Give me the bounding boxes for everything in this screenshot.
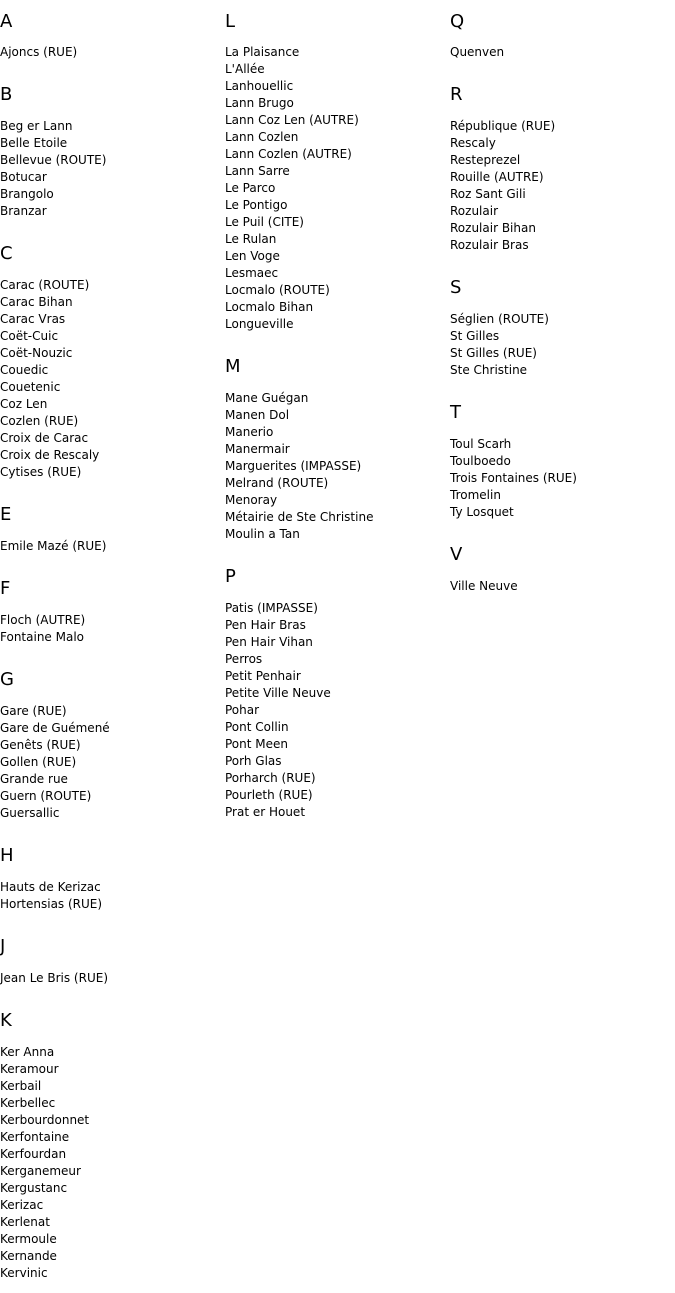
street-link[interactable]: Ajoncs (RUE) [0, 45, 78, 59]
street-link[interactable]: Locmalo Bihan [225, 300, 314, 314]
letter-heading: G [0, 669, 14, 690]
street-link[interactable]: Carac Bihan [0, 295, 73, 309]
street-link[interactable]: Séglien (ROUTE) [450, 312, 549, 326]
letter-heading: H [0, 845, 14, 866]
street-link[interactable]: Marguerites (IMPASSE) [225, 459, 362, 473]
street-link[interactable]: Kervinic [0, 1266, 48, 1280]
letter-heading: K [0, 1010, 12, 1031]
street-list [225, 44, 445, 333]
letter-group-c [0, 231, 220, 481]
street-link[interactable]: Guern (ROUTE) [0, 789, 92, 803]
letter-group-r [450, 72, 670, 254]
street-link[interactable]: Quenven [450, 45, 505, 59]
street-link[interactable]: Menoray [225, 493, 278, 507]
letter-group-j [0, 924, 220, 987]
street-link[interactable]: Rouille (AUTRE) [450, 170, 544, 184]
street-link[interactable]: Couetenic [0, 380, 61, 394]
street-list [225, 390, 445, 543]
street-link[interactable]: Métairie de Ste Christine [225, 510, 374, 524]
street-link[interactable]: Belle Etoile [0, 136, 68, 150]
street-link[interactable]: L'Allée [225, 62, 265, 76]
street-link[interactable]: Kerganemeur [0, 1164, 81, 1178]
street-link[interactable]: Bellevue (ROUTE) [0, 153, 107, 167]
street-link[interactable]: Porharch (RUE) [225, 771, 316, 785]
street-link[interactable]: Gare de Guémené [0, 721, 110, 735]
street-link[interactable]: Kerbellec [0, 1096, 56, 1110]
street-link[interactable]: Coz Len [0, 397, 48, 411]
letter-heading: S [450, 277, 462, 298]
street-link[interactable]: Petite Ville Neuve [225, 686, 331, 700]
letter-heading: Q [450, 11, 465, 32]
street-link[interactable]: Mane Guégan [225, 391, 309, 405]
street-link[interactable]: Lesmaec [225, 266, 279, 280]
street-link[interactable]: Cozlen (RUE) [0, 414, 79, 428]
street-link[interactable]: Kernande [0, 1249, 57, 1263]
street-list [0, 538, 220, 555]
street-link[interactable]: Botucar [0, 170, 47, 184]
letter-group-l [225, 0, 445, 333]
letter-heading: J [0, 936, 6, 957]
street-link[interactable]: Longueville [225, 317, 294, 331]
letter-heading: L [225, 11, 236, 32]
street-link[interactable]: Branzar [0, 204, 47, 218]
street-link[interactable]: Manermair [225, 442, 290, 456]
street-link[interactable]: La Plaisance [225, 45, 300, 59]
street-link[interactable]: Couedic [0, 363, 49, 377]
street-link[interactable]: Lann Sarre [225, 164, 290, 178]
street-link[interactable]: Patis (IMPASSE) [225, 601, 318, 615]
street-list [0, 703, 220, 822]
street-link[interactable]: Kerbail [0, 1079, 42, 1093]
street-link[interactable]: Coët-Nouzic [0, 346, 73, 360]
street-link[interactable]: Ville Neuve [450, 579, 518, 593]
street-column-1 [0, 0, 220, 1293]
street-link[interactable]: Melrand (ROUTE) [225, 476, 329, 490]
street-link[interactable]: Gollen (RUE) [0, 755, 77, 769]
street-link[interactable]: Kerfourdan [0, 1147, 67, 1161]
street-list [0, 1044, 220, 1282]
street-link[interactable]: Len Voge [225, 249, 280, 263]
letter-group-f [0, 566, 220, 646]
street-link[interactable]: Lanhouellic [225, 79, 294, 93]
street-link[interactable]: Pont Collin [225, 720, 289, 734]
street-link[interactable]: Cytises (RUE) [0, 465, 82, 479]
street-link[interactable]: Genêts (RUE) [0, 738, 81, 752]
street-link[interactable]: Gare (RUE) [0, 704, 67, 718]
letter-heading: P [225, 566, 236, 587]
street-link[interactable]: Prat er Houet [225, 805, 306, 819]
street-link[interactable]: Locmalo (ROUTE) [225, 283, 330, 297]
letter-group-b [0, 72, 220, 220]
street-link[interactable]: Moulin a Tan [225, 527, 300, 541]
street-list [450, 578, 670, 595]
street-link[interactable]: Coët-Cuic [0, 329, 59, 343]
street-link[interactable]: Ty Losquet [450, 505, 514, 519]
letter-heading: B [0, 84, 13, 105]
street-link[interactable]: Resteprezel [450, 153, 521, 167]
street-link[interactable]: Porh Glas [225, 754, 282, 768]
letter-heading: T [450, 402, 461, 423]
letter-group-s [450, 265, 670, 379]
letter-group-p [225, 554, 445, 821]
street-link[interactable]: Perros [225, 652, 263, 666]
street-link[interactable]: Pourleth (RUE) [225, 788, 313, 802]
street-list [0, 277, 220, 481]
letter-heading: A [0, 11, 13, 32]
street-link[interactable]: Petit Penhair [225, 669, 301, 683]
street-link[interactable]: Pen Hair Bras [225, 618, 306, 632]
street-link[interactable]: Lann Coz Len (AUTRE) [225, 113, 359, 127]
street-link[interactable]: Lann Cozlen [225, 130, 299, 144]
street-link[interactable]: Grande rue [0, 772, 68, 786]
street-link[interactable]: Toulboedo [450, 454, 511, 468]
street-list [0, 44, 220, 61]
street-link[interactable]: Tromelin [450, 488, 501, 502]
street-link[interactable]: Brangolo [0, 187, 54, 201]
street-link[interactable]: Carac Vras [0, 312, 66, 326]
street-list [0, 118, 220, 220]
street-link[interactable]: Guersallic [0, 806, 60, 820]
street-link[interactable]: Kerfontaine [0, 1130, 70, 1144]
street-link[interactable]: Croix de Carac [0, 431, 89, 445]
street-link[interactable]: Hortensias (RUE) [0, 897, 103, 911]
street-link[interactable]: Hauts de Kerizac [0, 880, 101, 894]
street-list [450, 44, 670, 61]
street-list [0, 879, 220, 913]
street-link[interactable]: St Gilles (RUE) [450, 346, 537, 360]
street-link[interactable]: Emile Mazé (RUE) [0, 539, 107, 553]
street-link[interactable]: Le Rulan [225, 232, 277, 246]
street-link[interactable]: Carac (ROUTE) [0, 278, 90, 292]
street-link[interactable]: St Gilles [450, 329, 500, 343]
letter-group-q [450, 0, 670, 61]
street-list [450, 311, 670, 379]
street-link[interactable]: Kerbourdonnet [0, 1113, 90, 1127]
street-link[interactable]: Manen Dol [225, 408, 290, 422]
street-link[interactable]: Jean Le Bris (RUE) [0, 971, 108, 985]
street-link[interactable]: Beg er Lann [0, 119, 73, 133]
street-link[interactable]: Keramour [0, 1062, 59, 1076]
street-link[interactable]: Toul Scarh [450, 437, 512, 451]
street-list [0, 970, 220, 987]
street-link[interactable]: Kerizac [0, 1198, 44, 1212]
street-link[interactable]: Rozulair [450, 204, 498, 218]
street-link[interactable]: Le Parco [225, 181, 276, 195]
street-column-2 [225, 0, 445, 832]
street-link[interactable]: Ker Anna [0, 1045, 55, 1059]
street-link[interactable]: Pont Meen [225, 737, 288, 751]
street-column-3 [450, 0, 670, 606]
street-link[interactable]: Roz Sant Gili [450, 187, 526, 201]
letter-group-m [225, 344, 445, 543]
street-link[interactable]: Rozulair Bras [450, 238, 529, 252]
street-link[interactable]: Manerio [225, 425, 274, 439]
street-link[interactable]: Rescaly [450, 136, 496, 150]
letter-group-e [0, 492, 220, 555]
letter-heading: F [0, 578, 11, 599]
street-link[interactable]: Kerlenat [0, 1215, 50, 1229]
street-link[interactable]: Lann Brugo [225, 96, 294, 110]
letter-group-t [450, 390, 670, 521]
letter-group-a [0, 0, 220, 61]
street-link[interactable]: Le Pontigo [225, 198, 288, 212]
street-link[interactable]: Fontaine Malo [0, 630, 84, 644]
street-link[interactable]: Floch (AUTRE) [0, 613, 86, 627]
street-list [450, 118, 670, 254]
letter-group-h [0, 833, 220, 913]
street-link[interactable]: Kermoule [0, 1232, 57, 1246]
street-list [225, 600, 445, 821]
street-list [0, 612, 220, 646]
street-link[interactable]: Ste Christine [450, 363, 528, 377]
street-link[interactable]: Lann Cozlen (AUTRE) [225, 147, 352, 161]
street-link[interactable]: Rozulair Bihan [450, 221, 536, 235]
letter-group-k [0, 998, 220, 1282]
street-link[interactable]: Kergustanc [0, 1181, 68, 1195]
letter-group-v [450, 532, 670, 595]
street-link[interactable]: Trois Fontaines (RUE) [450, 471, 577, 485]
street-link[interactable]: République (RUE) [450, 119, 556, 133]
street-link[interactable]: Le Puil (CITE) [225, 215, 304, 229]
letter-group-g [0, 657, 220, 822]
street-link[interactable]: Pohar [225, 703, 260, 717]
letter-heading: E [0, 504, 12, 525]
letter-heading: M [225, 356, 241, 377]
street-list [450, 436, 670, 521]
letter-heading: C [0, 243, 13, 264]
letter-heading: V [450, 544, 463, 565]
street-link[interactable]: Pen Hair Vihan [225, 635, 313, 649]
street-link[interactable]: Croix de Rescaly [0, 448, 100, 462]
letter-heading: R [450, 84, 463, 105]
